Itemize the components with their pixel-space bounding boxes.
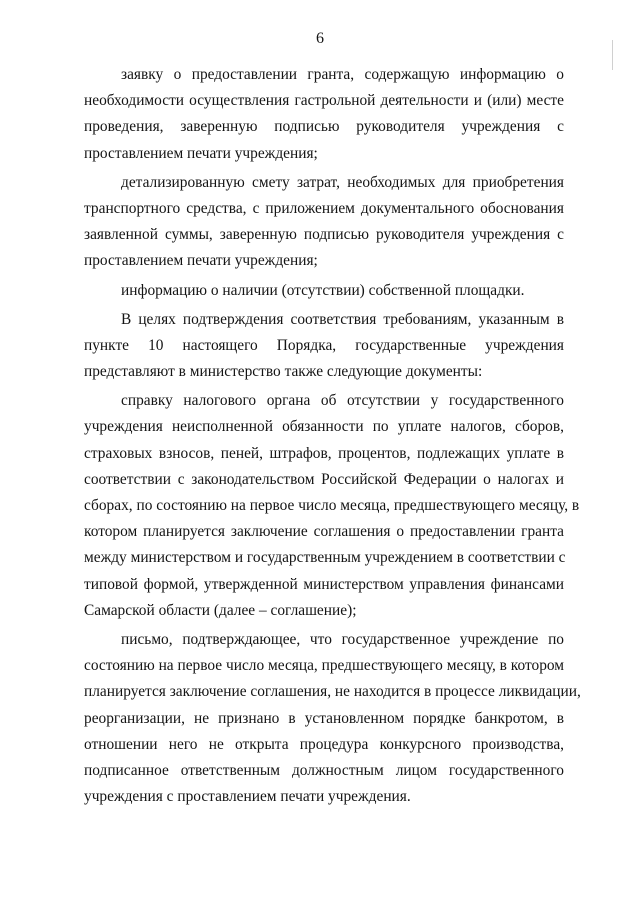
text-line: учреждения с проставлением печати учреждения. <box>84 788 411 806</box>
text-line: соответствии с законодательством Российской Федерации о налогах и <box>84 470 564 488</box>
text-line: В целях подтверждения соответствия требованиям, указанным в <box>121 310 564 328</box>
document-body <box>84 62 581 810</box>
text-line: подписанное ответственным должностным лицом государственного <box>84 761 564 779</box>
text-line: необходимости осуществления гастрольной деятельности и (или) месте <box>84 92 564 110</box>
paragraph-cost-estimate <box>84 170 564 275</box>
page-number: 6 <box>316 30 324 47</box>
text-line: типовой формой, утвержденной министерством управления финансами <box>84 575 564 593</box>
text-line: отношении него не открыта процедура конкурсного производства, <box>84 735 564 753</box>
text-line: проставлением печати учреждения; <box>84 144 318 162</box>
text-line: детализированную смету затрат, необходимых для приобретения <box>121 173 564 191</box>
text-line: представляют в министерство также следующие документы: <box>84 363 483 381</box>
paragraph-confirmation-letter <box>84 627 581 810</box>
text-line: письмо, подтверждающее, что государственное учреждение по <box>121 630 564 648</box>
paragraph-tax-certificate <box>84 388 580 624</box>
text-line: реорганизации, не признано в установленном порядке банкротом, в <box>84 709 564 727</box>
text-line: между министерством и государственным учреждением в соответствии с <box>84 549 566 567</box>
paragraph-venue-info <box>84 278 564 304</box>
paragraph-compliance-intro <box>84 307 564 386</box>
text-line: состоянию на первое число месяца, предшествующего месяцу, в котором <box>84 657 565 675</box>
text-line: Самарской области (далее – соглашение); <box>84 601 357 619</box>
text-line: проставлением печати учреждения; <box>84 252 318 270</box>
text-line: котором планируется заключение соглашения о предоставлении гранта <box>84 523 564 541</box>
text-line: информацию о наличии (отсутствии) собственной площадки. <box>121 281 525 299</box>
text-line: проведения, заверенную подписью руководителя учреждения с <box>84 118 564 136</box>
text-line: заявку о предоставлении гранта, содержащую информацию о <box>121 66 564 83</box>
text-line: справку налогового органа об отсутствии у государственного <box>121 392 564 410</box>
text-line: заявленной суммы, заверенную подписью руководителя учреждения с <box>84 226 564 244</box>
text-line: страховых взносов, пеней, штрафов, процентов, подлежащих уплате в <box>84 444 564 462</box>
text-line: учреждения неисполненной обязанности по уплате налогов, сборов, <box>84 418 564 436</box>
text-line: пункте 10 настоящего Порядка, государственные учреждения <box>84 336 564 354</box>
text-line: транспортного средства, с приложением документального обоснования <box>84 199 564 217</box>
paragraph-application <box>84 62 564 167</box>
text-line: сборах, по состоянию на первое число месяца, предшествующего месяцу, в <box>84 497 580 514</box>
scan-edge-mark <box>612 40 613 70</box>
text-line: планируется заключение соглашения, не находится в процессе ликвидации, <box>84 683 581 701</box>
